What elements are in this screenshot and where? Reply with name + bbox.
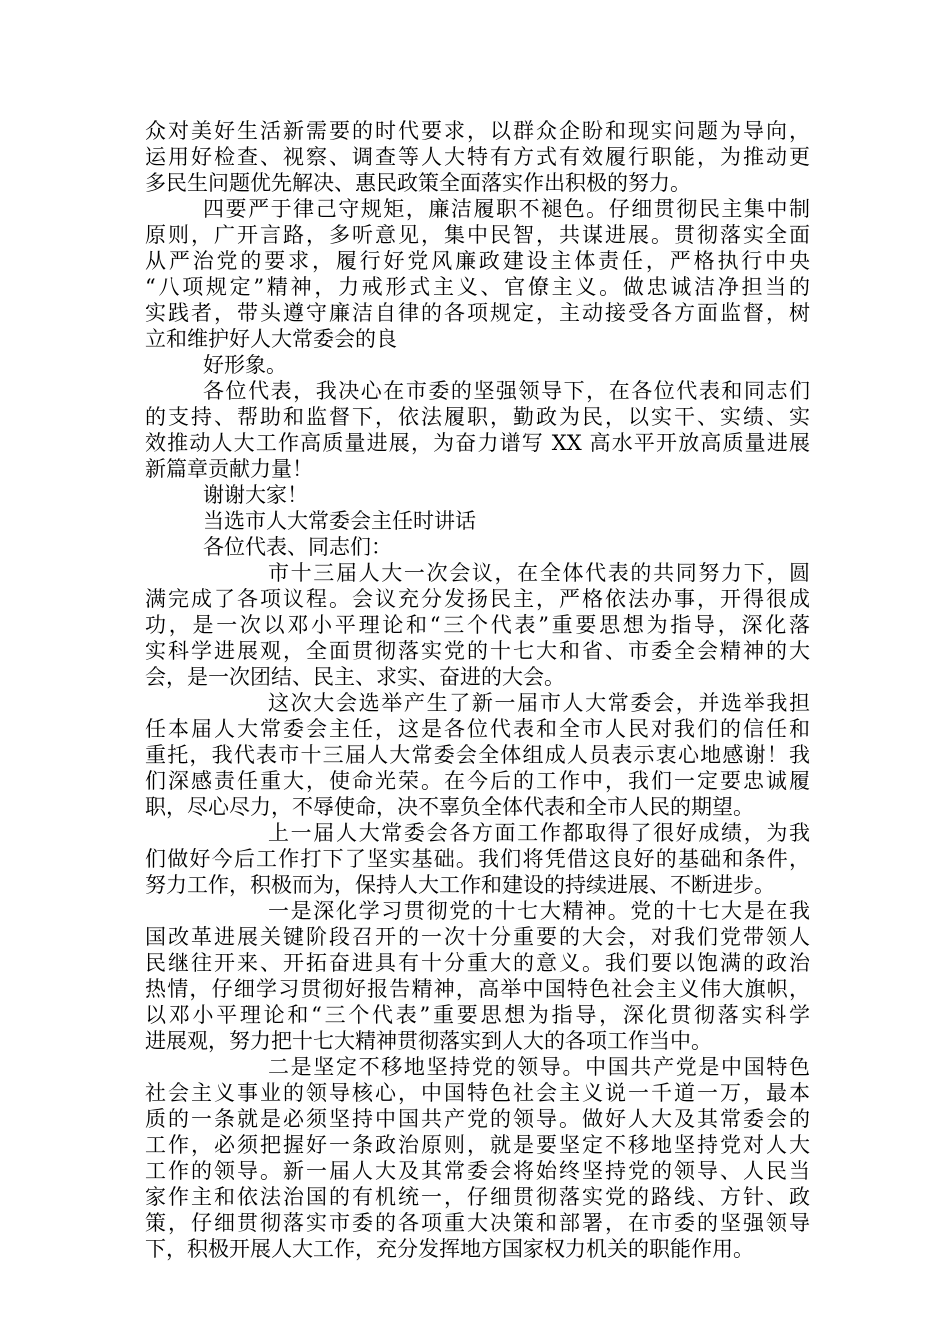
- text-line: 谢谢大家！: [203, 483, 308, 507]
- text-line: 功，是一次以邓小平理论和“三个代表”重要思想为指导，深化落: [145, 613, 810, 637]
- text-line: 从严治党的要求，履行好党风廉政建设主体责任，严格执行中央: [145, 249, 810, 273]
- text-line: 市十三届人大一次会议，在全体代表的共同努力下，圆: [268, 561, 810, 585]
- text-line: 国改革进展关键阶段召开的一次十分重要的大会，对我们党带领人: [145, 925, 810, 949]
- text-line: 们做好今后工作打下了坚实基础。我们将凭借这良好的基础和条件，: [145, 847, 810, 871]
- text-line: 各位代表、同志们：: [203, 535, 392, 559]
- text-line: 社会主义事业的领导核心，中国特色社会主义说一千道一万，最本: [145, 1081, 810, 1105]
- text-line: 重托，我代表市十三届人大常委会全体组成人员表示衷心地感谢！我: [145, 743, 810, 767]
- text-line: 策，仔细贯彻落实市委的各项重大决策和部署，在市委的坚强领导: [145, 1211, 810, 1235]
- text-line: 四要严于律己守规矩，廉洁履职不褪色。仔细贯彻民主集中制: [203, 197, 810, 221]
- text-line: 当选市人大常委会主任时讲话: [203, 509, 476, 533]
- document-body: [145, 118, 810, 1262]
- text-line: 实践者，带头遵守廉洁自律的各项规定，主动接受各方面监督，树: [145, 301, 810, 325]
- text-line: “八项规定”精神，力戒形式主义、官僚主义。做忠诚洁净担当的: [145, 275, 810, 299]
- text-line: 进展观，努力把十七大精神贯彻落实到人大的各项工作当中。: [145, 1029, 712, 1053]
- text-line: 的支持、帮助和监督下，依法履职，勤政为民，以实干、实绩、实: [145, 405, 810, 429]
- text-line: 们深感责任重大，使命光荣。在今后的工作中，我们一定要忠诚履: [145, 769, 810, 793]
- text-line: 任本届人大常委会主任，这是各位代表和全市人民对我们的信任和: [145, 717, 810, 741]
- text-line: 立和维护好人大常委会的良: [145, 327, 397, 351]
- text-line: 工作的领导。新一届人大及其常委会将始终坚持党的领导、人民当: [145, 1159, 810, 1183]
- text-line: 效推动人大工作高质量进展，为奋力谱写 XX 高水平开放高质量进展: [145, 431, 810, 455]
- text-line: 实科学进展观，全面贯彻落实党的十七大和省、市委全会精神的大: [145, 639, 810, 663]
- text-line: 运用好检查、视察、调查等人大特有方式有效履行职能，为推动更: [145, 145, 810, 169]
- text-line: 原则，广开言路，多听意见，集中民智，共谋进展。贯彻落实全面: [145, 223, 810, 247]
- text-line: 下，积极开展人大工作，充分发挥地方国家权力机关的职能作用。: [145, 1237, 754, 1261]
- text-line: 满完成了各项议程。会议充分发扬民主，严格依法办事，开得很成: [145, 587, 810, 611]
- text-line: 这次大会选举产生了新一届市人大常委会，并选举我担: [268, 691, 810, 715]
- text-line: 好形象。: [203, 353, 287, 377]
- text-line: 会，是一次团结、民主、求实、奋进的大会。: [145, 665, 565, 689]
- text-line: 上一届人大常委会各方面工作都取得了很好成绩，为我: [268, 821, 810, 845]
- text-line: 努力工作，积极而为，保持人大工作和建设的持续进展、不断进步。: [145, 873, 775, 897]
- text-line: 众对美好生活新需要的时代要求，以群众企盼和现实问题为导向，: [145, 119, 810, 143]
- text-line: 职，尽心尽力，不辱使命，决不辜负全体代表和全市人民的期望。: [145, 795, 754, 819]
- text-line: 工作，必须把握好一条政治原则，就是要坚定不移地坚持党对人大: [145, 1133, 810, 1157]
- text-line: 一是深化学习贯彻党的十七大精神。党的十七大是在我: [268, 899, 810, 923]
- text-line: 以邓小平理论和“三个代表”重要思想为指导，深化贯彻落实科学: [145, 1003, 810, 1027]
- text-line: 多民生问题优先解决、惠民政策全面落实作出积极的努力。: [145, 171, 691, 195]
- text-line: 热情，仔细学习贯彻好报告精神，高举中国特色社会主义伟大旗帜，: [145, 977, 810, 1001]
- text-line: 各位代表，我决心在市委的坚强领导下，在各位代表和同志们: [203, 379, 810, 403]
- text-line: 家作主和依法治国的有机统一，仔细贯彻落实党的路线、方针、政: [145, 1185, 810, 1209]
- text-line: 质的一条就是必须坚持中国共产党的领导。做好人大及其常委会的: [145, 1107, 810, 1131]
- text-line: 二是坚定不移地坚持党的领导。中国共产党是中国特色: [268, 1055, 810, 1079]
- text-line: 民继往开来、开拓奋进具有十分重大的意义。我们要以饱满的政治: [145, 951, 810, 975]
- text-line: 新篇章贡献力量！: [145, 457, 313, 481]
